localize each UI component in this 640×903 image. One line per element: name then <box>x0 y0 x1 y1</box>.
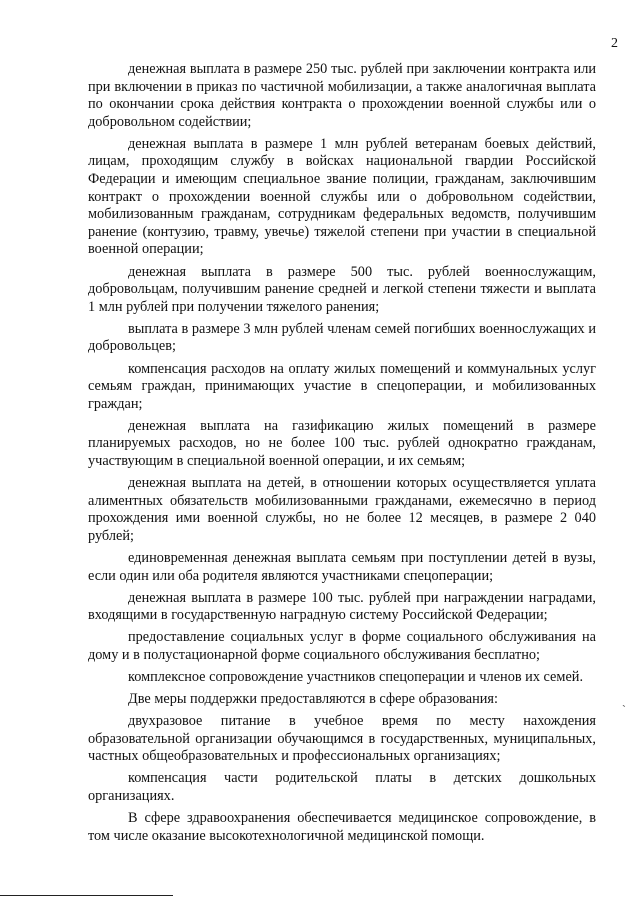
paragraph-school-meals: двухразовое питание в учебное время по месту нахождения образовательной организации обучающимся в государственных, муниципальных, частных общеобразовательных и профессиональных организациях; <box>88 713 596 765</box>
paragraph-award-payment: денежная выплата в размере 100 тыс. рублей при награждении наградами, входящими в государственную наградную систему Российской Федерации; <box>88 589 596 624</box>
paragraph-payment-3m-families: выплата в размере 3 млн рублей членам семей погибших военнослужащих и добровольцев; <box>88 320 596 355</box>
paragraph-social-services: предоставление социальных услуг в форме социального обслуживания на дому и в полустационарной форме социального обслуживания бесплатно; <box>88 629 596 663</box>
footer-divider <box>0 895 173 896</box>
paragraph-payment-250k: денежная выплата в размере 250 тыс. рублей при заключении контракта или при включении в приказ по частичной мобилизации, а также аналогичная выплата по окончании срока действия контракта о прохождении военной службы или о добровольном содействии; <box>88 61 596 130</box>
paragraph-university-payment: единовременная денежная выплата семьям при поступлении детей в вузы, если один или оба родителя являются участниками спецоперации; <box>88 549 596 584</box>
paragraph-payment-1m-veterans: денежная выплата в размере 1 млн рублей ветеранам боевых действий, лицам, проходящим службу в войсках национальной гвардии Российской Федерации и имеющим специальное звание полиции, гражданам, заключившим контракт о прохождении военной службы или о добровольном содействии, мобилизованным гражданам, сотрудникам федеральных ведомств, получившим ранение (контузию, травму, увечье) тяжелой степени при участии в специальной военной операции; <box>88 135 596 258</box>
page-number: 2 <box>611 36 618 51</box>
paragraph-education-intro: Две меры поддержки предоставляются в сфере образования: <box>128 691 498 708</box>
paragraph-alimony-payment: денежная выплата на детей, в отношении которых осуществляется уплата алиментных обязательств мобилизованными гражданами, ежемесячно в период прохождения ими военной службы, но не более 12 месяцев, в размере 2 040 рублей; <box>88 475 596 544</box>
paragraph-comprehensive-support: комплексное сопровождение участников спецоперации и членов их семей. <box>128 669 584 685</box>
paragraph-gasification-payment: денежная выплата на газификацию жилых помещений в размере планируемых расходов, но не более 100 тыс. рублей однократно гражданам, участвующим в специальной военной операции, и их семьям; <box>88 417 596 469</box>
paragraph-housing-compensation: компенсация расходов на оплату жилых помещений и коммунальных услуг семьям граждан, принимающих участие в спецоперации, и мобилизованных граждан; <box>88 360 596 412</box>
paragraph-healthcare: В сфере здравоохранения обеспечивается медицинское сопровождение, в том числе оказание высокотехнологичной медицинской помощи. <box>88 810 596 844</box>
document-body <box>88 61 596 850</box>
paragraph-payment-500k: денежная выплата в размере 500 тыс. рублей военнослужащим, добровольцам, получившим ранение средней и легкой степени тяжести и выплата 1 млн рублей при получении тяжелого ранения; <box>88 263 596 315</box>
margin-mark: ˴ <box>622 697 626 711</box>
paragraph-preschool-compensation: компенсация части родительской платы в детских дошкольных организациях. <box>88 770 596 805</box>
